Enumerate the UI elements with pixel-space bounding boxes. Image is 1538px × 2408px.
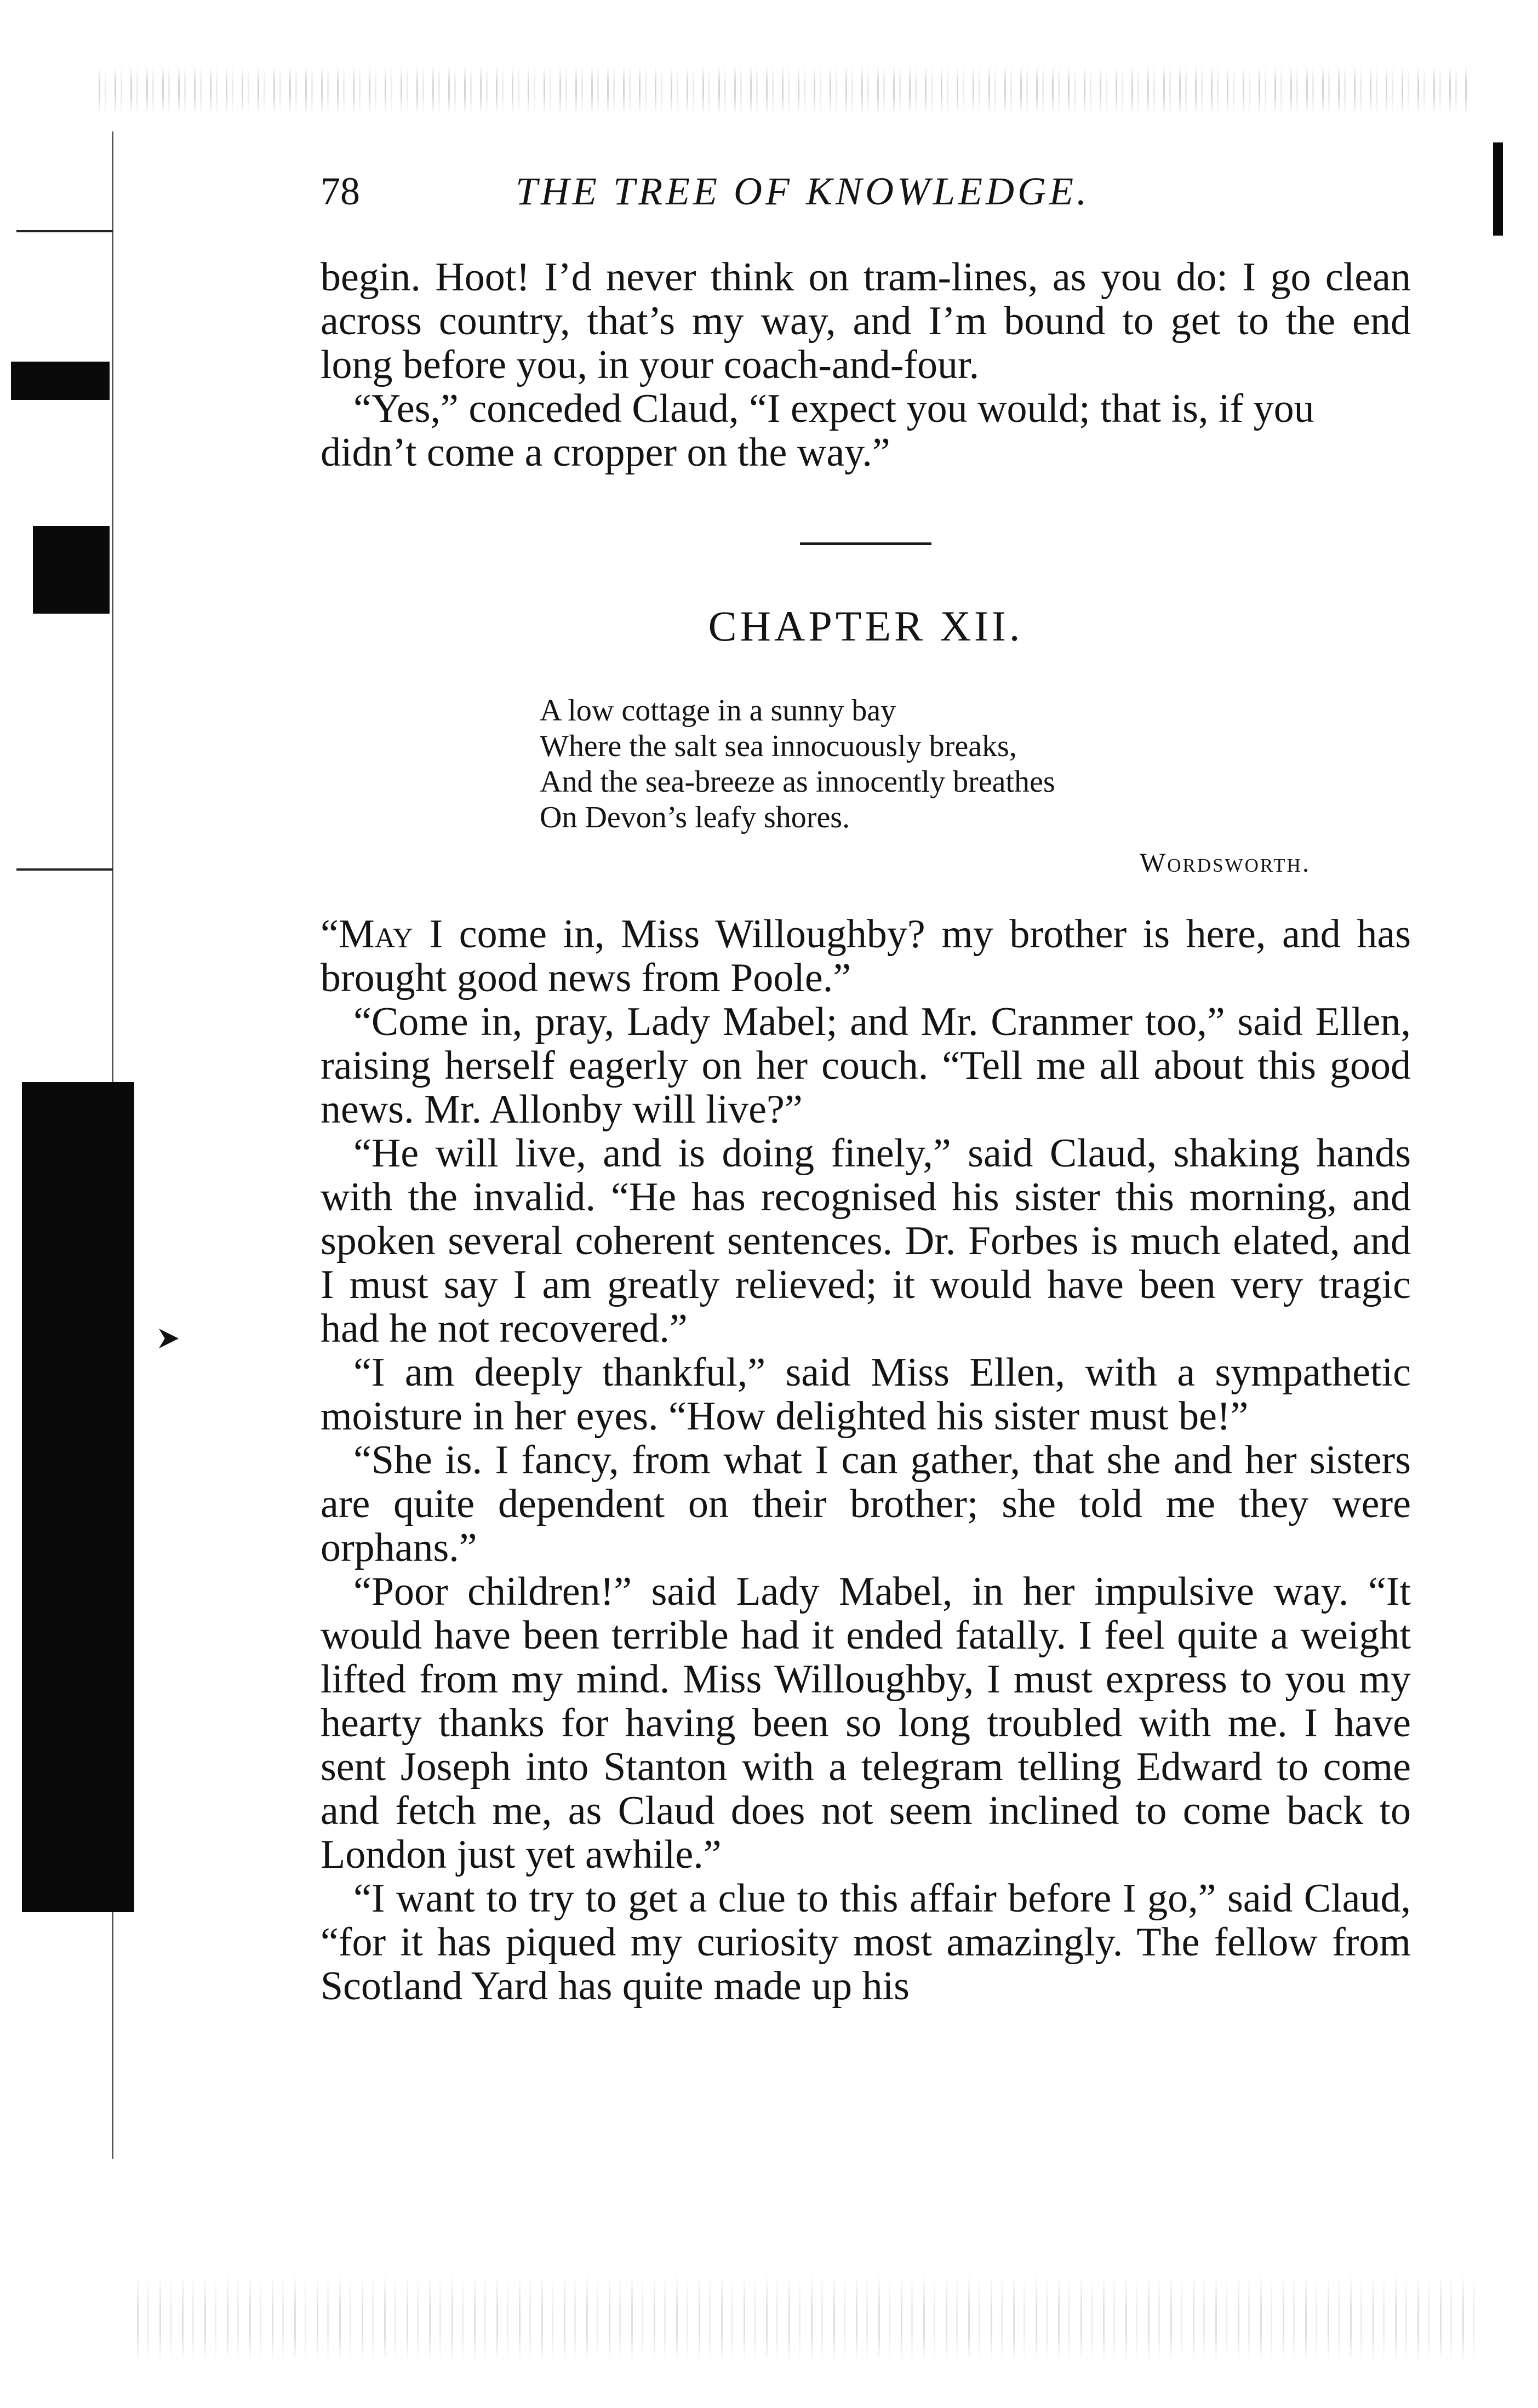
- running-header: [321, 164, 1285, 225]
- paragraph: “Poor children!” said Lady Mabel, in her impulsive way. “It would have been terrible had it ended fatally. I feel quite a weight lifted from my mind. Miss Willoughby, I must express to you my hearty thanks for having been so long troubled with me. I have sent Joseph into Stanton with a telegram telling Edward to come and fetch me, as Claud does not seem inclined to come back to London just yet awhile.”: [321, 1569, 1411, 1877]
- opening-word: May: [338, 912, 413, 957]
- paragraph: “He will live, and is doing finely,” said Claud, shaking hands with the invalid. “He has recognised his sister this morning, and spoken several coherent sentences. Dr. Forbes is much elated, and I must say I am greatly relieved; it would have been very tragic had he not recovered.”: [321, 1131, 1411, 1351]
- binding-shadow: [22, 1082, 134, 1912]
- margin-tick: [16, 230, 113, 232]
- page-edge-mark: [1493, 142, 1503, 236]
- chapter-rule: [800, 542, 931, 545]
- opening-rest: I come in, Miss Willoughby? my brother is here, and has brought good news from Poole.”: [321, 912, 1411, 1000]
- paragraph: begin. Hoot! I’d never think on tram-lines, as you do: I go clean across country, that’s my way, and I’m bound to get to the end long before you, in your coach-and-four.: [321, 255, 1411, 387]
- binding-shadow: [33, 526, 110, 614]
- margin-tick: [16, 868, 113, 871]
- running-title: THE TREE OF KNOWLEDGE.: [516, 169, 1090, 213]
- paragraph: “Come in, pray, Lady Mabel; and Mr. Cranmer too,” said Ellen, raising herself eagerly on her couch. “Tell me all about this good news. Mr. Allonby will live?”: [321, 999, 1411, 1132]
- epigraph-attribution: Wordsworth.: [1140, 847, 1311, 878]
- scan-noise-top: [99, 66, 1468, 115]
- opening-paragraph: “May I come in, Miss Willoughby? my brother is here, and has brought good news from Poole.”: [321, 912, 1411, 1000]
- paragraph: “Yes,” conceded Claud, “I expect you would; that is, if you didn’t come a cropper on the way.”: [321, 386, 1314, 475]
- epigraph-line: Where the salt sea innocuously breaks,: [540, 729, 1017, 763]
- paragraph: “She is. I fancy, from what I can gather, that she and her sisters are quite dependent on their brother; she told me they were orphans.”: [321, 1438, 1411, 1570]
- binding-shadow: [11, 362, 110, 400]
- paragraph: “I want to try to get a clue to this affair before I go,” said Claud, “for it has piqued my curiosity most amazingly. The fellow from Scotland Yard has quite made up his: [321, 1876, 1411, 2009]
- paragraph: “I am deeply thankful,” said Miss Ellen, with a sympathetic moisture in her eyes. “How delighted his sister must be!”: [321, 1350, 1411, 1439]
- scan-noise-bottom: [137, 2274, 1479, 2361]
- page-number: 78: [321, 169, 360, 213]
- chapter-title: CHAPTER XII.: [708, 602, 1024, 650]
- epigraph: [540, 693, 1416, 836]
- epigraph-line: On Devon’s leafy shores.: [540, 800, 850, 834]
- epigraph-line: A low cottage in a sunny bay: [540, 694, 896, 728]
- epigraph-line: And the sea-breeze as innocently breathes: [540, 765, 1055, 799]
- chapter-body: [321, 912, 1411, 2008]
- continued-text: [321, 255, 1411, 474]
- margin-arrow-mark: [159, 1329, 179, 1348]
